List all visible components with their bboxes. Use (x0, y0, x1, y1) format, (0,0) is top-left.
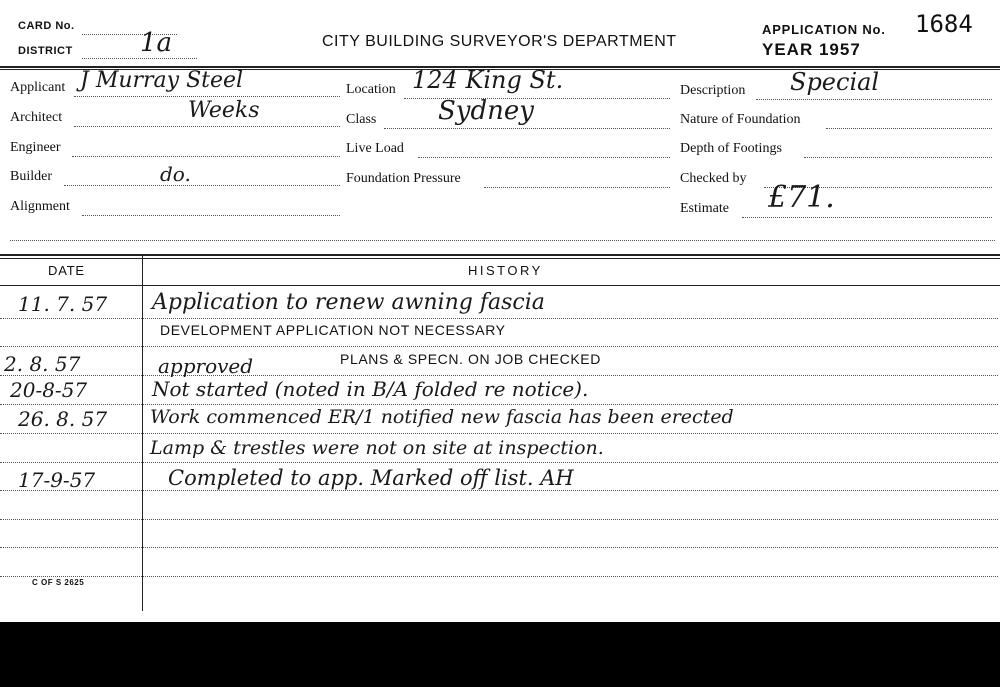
history-date: 2. 8. 57 (4, 352, 81, 376)
history-date: 11. 7. 57 (18, 292, 108, 316)
class-label: Class (346, 112, 377, 127)
year-label: YEAR 1957 (762, 40, 861, 59)
district-label: DISTRICT (18, 45, 73, 57)
department-title: CITY BUILDING SURVEYOR'S DEPARTMENT (322, 33, 677, 50)
estimate-line (742, 217, 992, 218)
history-entry: Not started (noted in B/A folded re notice). (152, 377, 589, 401)
history-entry: Application to renew awning fascia (152, 290, 545, 315)
checked-by-label: Checked by (680, 171, 747, 186)
date-header: DATE (48, 263, 85, 278)
applicant-label: Applicant (10, 80, 66, 95)
depth-of-footings-line (804, 157, 992, 158)
architect-line (74, 126, 340, 127)
class-line (384, 128, 670, 129)
engineer-label: Engineer (10, 140, 61, 155)
live-load-line (418, 157, 670, 158)
history-line (0, 346, 998, 347)
history-date: 17-9-57 (18, 468, 96, 492)
history-stamp: PLANS & SPECN. ON JOB CHECKED (340, 351, 601, 367)
district-line (82, 58, 197, 59)
history-line (0, 433, 998, 434)
nature-of-foundation-line (826, 128, 992, 129)
history-entry: Lamp & trestles were not on site at inspection. (150, 437, 604, 459)
history-header: HISTORY (468, 263, 543, 278)
history-date: 20-8-57 (10, 378, 88, 402)
builder-label: Builder (10, 169, 52, 184)
history-stamp: DEVELOPMENT APPLICATION NOT NECESSARY (160, 322, 506, 338)
history-line (0, 462, 998, 463)
scan-black-border (0, 622, 1000, 687)
applicant-value: J Murray Steel (80, 68, 244, 93)
history-entry: Completed to app. Marked off list. AH (168, 466, 574, 490)
foundation-pressure-line (484, 187, 670, 188)
builder-value: do. (160, 162, 191, 186)
history-entry: approved (158, 354, 254, 378)
live-load-label: Live Load (346, 141, 404, 156)
history-date: 26. 8. 57 (18, 407, 108, 431)
history-line (0, 318, 998, 319)
location-label: Location (346, 82, 396, 97)
application-no-label: APPLICATION No. (762, 22, 886, 37)
engineer-line (72, 156, 340, 157)
card-no-label: CARD No. (18, 20, 75, 32)
history-line (0, 576, 998, 577)
history-line (0, 490, 998, 491)
history-top-rule-thin (0, 258, 1000, 259)
location-value: 124 King St. (412, 66, 564, 94)
description-line (756, 99, 992, 100)
estimate-value: £71. (768, 180, 835, 215)
description-label: Description (680, 83, 746, 98)
architect-value: Weeks (188, 98, 260, 123)
foundation-pressure-label: Foundation Pressure (346, 171, 461, 186)
depth-of-footings-label: Depth of Footings (680, 141, 782, 156)
history-entry: Work commenced ER/1 notified new fascia has been erected (150, 406, 734, 428)
class-value: Sydney (438, 96, 534, 126)
history-top-rule (0, 254, 1000, 256)
header-bottom-rule (0, 285, 1000, 286)
applicant-line (74, 96, 340, 97)
alignment-label: Alignment (10, 199, 70, 214)
application-no-value: 1684 (915, 10, 973, 38)
estimate-label: Estimate (680, 201, 729, 216)
nature-of-foundation-label: Nature of Foundation (680, 112, 801, 127)
architect-label: Architect (10, 110, 63, 125)
builder-line (64, 185, 340, 186)
history-line (0, 519, 998, 520)
blank-line (10, 240, 995, 241)
history-line (0, 375, 998, 376)
history-line (0, 547, 998, 548)
district-value: 1a (140, 28, 173, 58)
alignment-line (82, 215, 340, 216)
history-line (0, 404, 998, 405)
description-value: Special (790, 68, 880, 96)
form-code: C OF S 2625 (32, 578, 85, 587)
